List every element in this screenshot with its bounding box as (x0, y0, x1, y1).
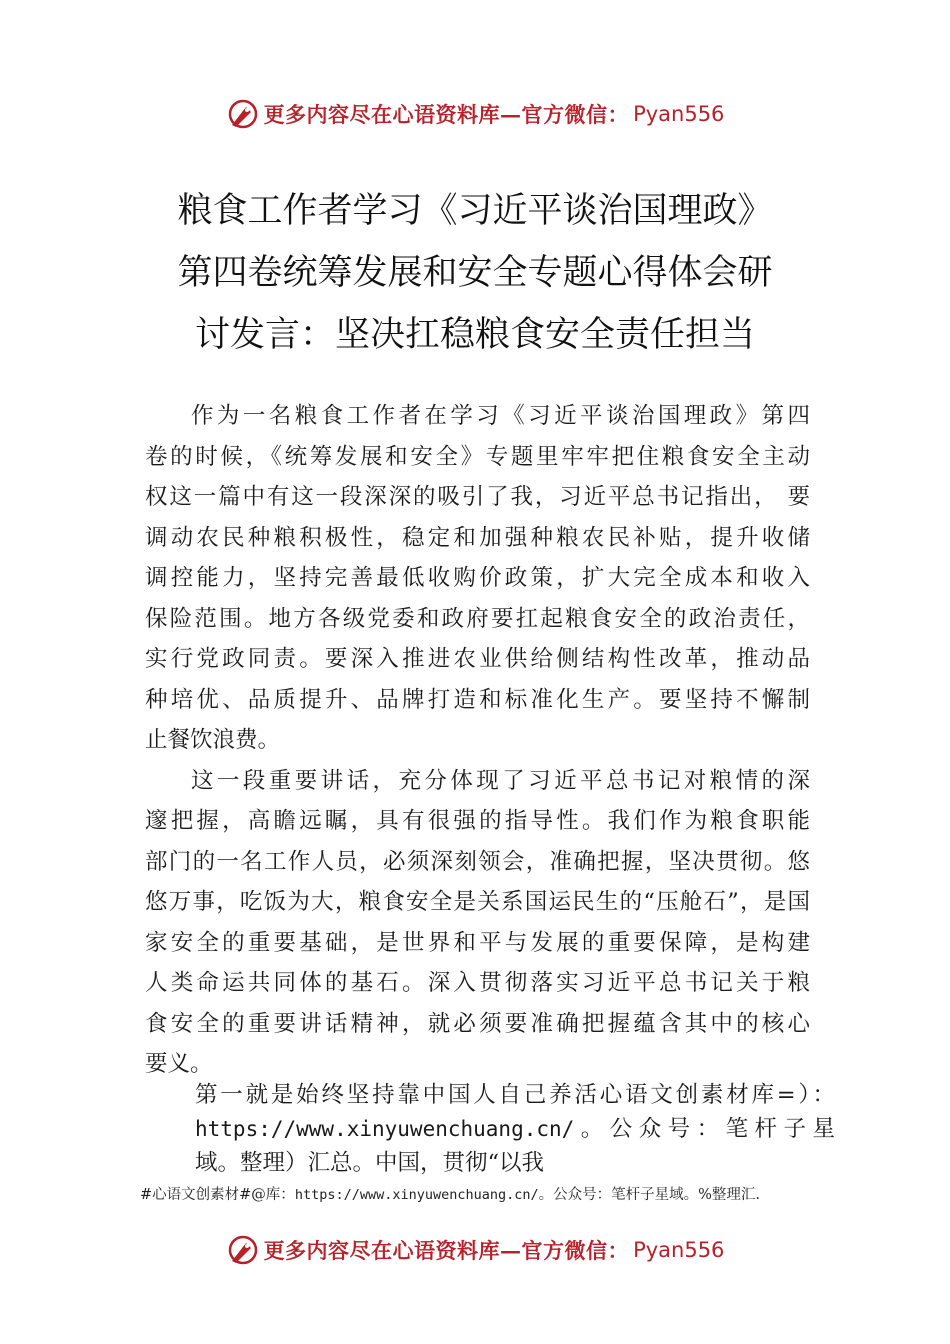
text-line: 部门的一名工作人员，必须深刻领会，准确把握，坚决贯彻。悠 (145, 848, 810, 875)
text-line: 要义。 (145, 1051, 213, 1077)
text-line: 卷的时候，《统筹发展和安全》专题里牢牢把住粮食安全主动 (145, 443, 810, 470)
text-line: 种培优、品质提升、品牌打造和标准化生产。要坚持不懈制 (145, 686, 810, 713)
banner-handle: Pyan556 (633, 1238, 725, 1262)
footer-banner (0, 1230, 950, 1270)
pen-nib-logo-icon (226, 1233, 260, 1267)
watermark-suffix: 。公众号：笔杆子星域。%整理汇. (538, 1187, 761, 1203)
text-line: 食安全的重要讲话精神，就必须要准确把握蕴含其中的核心 (145, 1010, 810, 1037)
text-line: 调控能力，坚持完善最低收购价政策，扩大完全成本和收入 (145, 565, 810, 591)
paragraph-2 (145, 761, 810, 1085)
document-title (120, 180, 830, 366)
text-line: 保险范围。地方各级党委和政府要扛起粮食安全的政治责任， (145, 605, 810, 632)
watermark-prefix: #心语文创素材#@库： (140, 1187, 295, 1203)
title-line: 讨发言：坚决扛稳粮食安全责任担当 (194, 315, 755, 355)
paragraph-1 (145, 396, 810, 761)
watermark-url-link[interactable]: https://www.xinyuwenchuang.cn/ (294, 1187, 539, 1203)
text-line: 调动农民种粮积极性，稳定和加强种粮农民补贴，提升收储 (145, 524, 810, 551)
text-line: 邃把握，高瞻远瞩，具有很强的指导性。我们作为粮食职能 (145, 808, 810, 834)
banner-text: 更多内容尽在心语资料库—官方微信： (263, 1238, 630, 1263)
banner-text: 更多内容尽在心语资料库—官方微信： (263, 102, 630, 127)
text-line: 权这一篇中有这一段深深的吸引了我，习近平总书记指出， 要 (145, 484, 810, 510)
title-line: 第四卷统筹发展和安全专题心得体会研 (177, 253, 773, 293)
text-line: 家安全的重要基础，是世界和平与发展的重要保障，是构建 (145, 929, 810, 956)
text-line: 第一就是始终坚持靠中国人自己养活心语文创素材库=）： (195, 1082, 835, 1108)
text-line-with-link (195, 1112, 835, 1146)
text-line: 作为一名粮食工作者在学习《习近平谈治国理政》第四 (191, 403, 810, 429)
banner-handle: Pyan556 (633, 102, 725, 126)
header-banner (0, 94, 950, 134)
text-line: 人类命运共同体的基石。深入贯彻落实习近平总书记关于粮 (145, 970, 810, 996)
pen-nib-logo-icon (226, 97, 260, 131)
text-fragment: 。公众号：笔杆子星 (574, 1116, 835, 1142)
text-line: 这一段重要讲话，充分体现了习近平总书记对粮情的深 (191, 767, 810, 794)
text-line: 悠万事，吃饭为大，粮食安全是关系国运民生的“压舱石”，是国 (145, 889, 810, 915)
title-line: 粮食工作者学习《习近平谈治国理政》 (177, 191, 773, 231)
text-line: 实行党政同责。要深入推进农业供给侧结构性改革，推动品 (145, 646, 810, 672)
source-url-link[interactable]: https://www.xinyuwenchuang.cn/ (195, 1117, 575, 1141)
watermark-note (140, 1183, 840, 1204)
text-line: 止餐饮浪费。 (145, 727, 281, 753)
document-body (145, 396, 810, 1085)
paragraph-3 (195, 1078, 835, 1180)
text-line: 域。整理）汇总。中国，贯彻“以我 (195, 1150, 545, 1176)
